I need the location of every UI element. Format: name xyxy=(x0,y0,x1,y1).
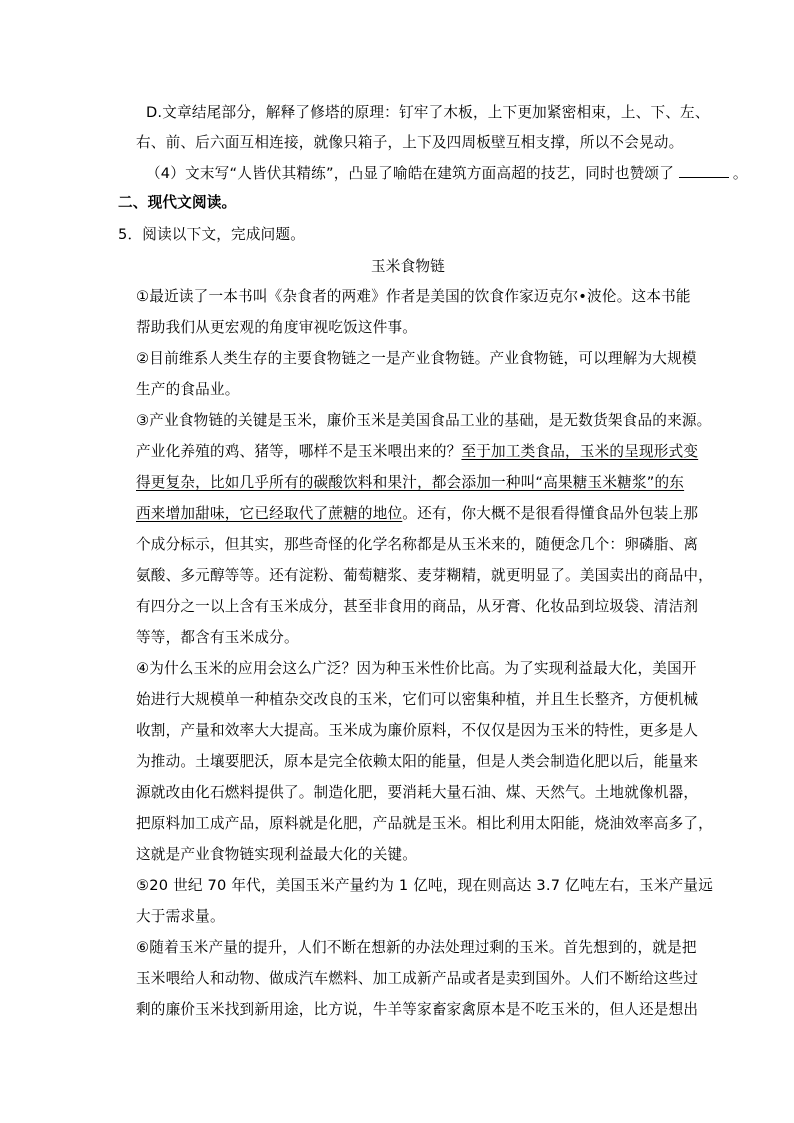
para-2-line-1: ②目前维系人类生存的主要食物链之一是产业食物链。产业食物链，可以理解为大规模 xyxy=(136,350,697,367)
para-4-line-1: ④为什么玉米的应用会这么广泛？因为种玉米性价比高。为了实现利益最大化，美国开 xyxy=(136,660,697,677)
para-4-line-3: 收割，产量和效率大大提高。玉米成为廉价原料，不仅仅是因为玉米的特性，更多是人 xyxy=(136,722,699,739)
para-3-line-2-plain: 产业化养殖的鸡、猪等，哪样不是玉米喂出来的？ xyxy=(136,443,462,460)
answer-blank[interactable] xyxy=(679,163,729,178)
para-3-line-1: ③产业食物链的关键是玉米，廉价玉米是美国食品工业的基础，是无数货架食品的来源。 xyxy=(136,412,712,429)
para-4-line-2: 始进行大规模单一种植杂交改良的玉米，它们可以密集种植，并且生长整齐，方便机械 xyxy=(136,691,699,708)
para-2-line-2: 生产的食品业。 xyxy=(136,381,240,398)
para-3-line-2 xyxy=(136,442,698,462)
para-3-line-5: 个成分标示，但其实，那些奇怪的化学名称都是从玉米来的，随便念几个：卵磷脂、离 xyxy=(136,536,699,553)
option-d-line-2: 右、前、后六面互相连接，就像只箱子，上下及四周板壁互相支撑，所以不会晃动。 xyxy=(136,134,684,151)
para-6-line-3: 剩的廉价玉米找到新用途，比方说，牛羊等家畜家禽原本是不吃玉米的，但人还是想出 xyxy=(136,1001,699,1018)
question-4 xyxy=(146,163,748,184)
para-4-line-5: 源就改由化石燃料提供了。制造化肥，要消耗大量石油、煤、天然气。土地就像机器， xyxy=(136,784,699,801)
para-1-line-1: ①最近读了一本书叫《杂食者的两难》作者是美国的饮食作家迈克尔•波伦。这本书能 xyxy=(136,288,691,305)
section-heading: 二、现代文阅读。 xyxy=(118,194,237,211)
para-4-line-6: 把原料加工成产品，原料就是化肥，产品就是玉米。相比利用太阳能，烧油效率高多了， xyxy=(136,815,713,832)
article-title: 玉米食物链 xyxy=(371,258,445,275)
question-4-text: （4）文末写“人皆伏其精练”，凸显了喻皓在建筑方面高超的技艺，同时也赞颂了 xyxy=(146,165,674,182)
underlined-sentence-part-3: 西来增加甜味，它已经取代了蔗糖的地位 xyxy=(136,505,403,522)
para-3-line-4-plain: 。还有，你大概不是很看得懂食品外包装上那 xyxy=(402,505,699,522)
para-6-line-1: ⑥随着玉米产量的提升，人们不断在想新的办法处理过剩的玉米。首先想到的，就是把 xyxy=(136,939,697,956)
question-4-end: 。 xyxy=(732,165,748,182)
underlined-sentence-part-1: 至于加工类食品，玉米的呈现形式变 xyxy=(461,443,699,460)
underlined-sentence-part-2: 得更复杂，比如几乎所有的碳酸饮料和果汁，都会添加一种叫“高果糖玉米糖浆”的东 xyxy=(136,474,685,491)
para-4-line-4: 为推动。土壤要肥沃，原本是完全依赖太阳的能量，但是人类会制造化肥以后，能量来 xyxy=(136,753,699,770)
para-5-line-1: ⑤20 世纪 70 年代，美国玉米产量约为 1 亿吨，现在则高达 3.7 亿吨左右，玉米产量远 xyxy=(136,877,713,894)
para-4-line-7: 这就是产业食物链实现利益最大化的关键。 xyxy=(136,846,418,863)
option-d-line-1: D.文章结尾部分，解释了修塔的原理：钉牢了木板，上下更加紧密相束，上、下、左、 xyxy=(146,104,710,121)
para-6-line-2: 玉米喂给人和动物、做成汽车燃料、加工成新产品或者是卖到国外。人们不断给这些过 xyxy=(136,970,699,987)
para-3-line-6: 氨酸、多元醇等等。还有淀粉、葡萄糖浆、麦芽糊精，就更明显了。美国卖出的商品中， xyxy=(136,567,713,584)
para-3-line-8: 等等，都含有玉米成分。 xyxy=(136,629,299,646)
para-3-line-4 xyxy=(136,504,698,524)
para-5-line-2: 大于需求量。 xyxy=(136,908,225,925)
para-1-line-2: 帮助我们从更宏观的角度审视吃饭这件事。 xyxy=(136,319,418,336)
question-5-instruction: 5．阅读以下文，完成问题。 xyxy=(118,226,306,243)
para-3-line-7: 有四分之一以上含有玉米成分，甚至非食用的商品，从牙膏、化妆品到垃圾袋、清洁剂 xyxy=(136,598,699,615)
